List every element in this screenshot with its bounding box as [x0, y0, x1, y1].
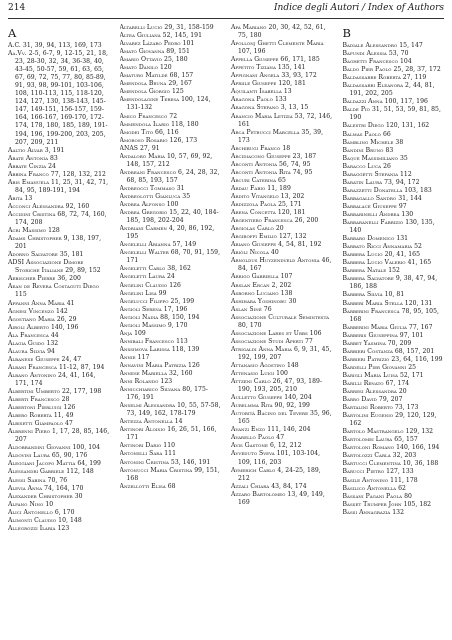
index-entry: Barbera Silvia 10, 81: [342, 291, 405, 299]
index-entry: Anzellotti Elisa 68: [119, 482, 176, 490]
index-entry: Baldassarri Eleanora 2, 44, 81, 191, 202, 205: [342, 82, 435, 98]
index-entry: Barbieri Patrizio 23, 64, 116, 199: [342, 355, 443, 363]
index-entry: Ashihara Yoshinobu 30: [231, 297, 297, 305]
index-entry: Anssimova Larissa 118, 139: [119, 345, 200, 353]
index-entry: Annibali Francesco 113: [119, 337, 188, 345]
index-entry: Arcuri Caterina 65: [231, 176, 286, 184]
index-entry: Amico Francesco 72: [119, 112, 178, 120]
index-entry: Aymerich Carlo 4, 24-25, 189, 212: [231, 466, 321, 482]
header-rule: [8, 18, 444, 19]
index-entry: Barbet Yasmina 70, 209: [342, 339, 412, 347]
index-entry: Basset Trumper John 105, 182: [342, 500, 432, 508]
index-entry: Alagia Guido 132: [8, 339, 59, 347]
index-entry: Autorità Bacino del Tevere 35, 96, 165: [231, 410, 332, 426]
index-entry: Barbalace Giuseppe 97: [342, 202, 407, 210]
index-entry: Anja 109: [119, 329, 146, 337]
index-entry: Aulletto Giuseppe 140, 204: [231, 394, 312, 402]
index-entry: Avveduto Sveva 101, 103-104, 109, 116, 203: [231, 450, 321, 466]
index-entry: Aragona Stefano 3, 13, 15: [231, 104, 309, 112]
index-entry: Amendolagine Teresa 100, 124, 131-132: [119, 96, 211, 112]
index-entry: Aleggiani Jacopo Mattia 64, 199: [8, 460, 101, 468]
index-entry: Alessandri Gabriele 112, 148: [8, 468, 94, 476]
index-entry: Baghetti Francesco 104: [342, 58, 412, 66]
index-entry: Ardizzola Paola 25, 171: [231, 201, 302, 209]
index-entry: Antonucci Maria Cristina 99, 151, 168: [119, 466, 220, 482]
index-column-1: [8, 24, 110, 636]
index-entry: Barro David 79, 207: [342, 396, 403, 404]
index-entry: Antinori Aloisio 16, 26, 51, 166, 171: [119, 426, 217, 442]
index-entry: Bassi Annagrazia 132: [342, 508, 405, 516]
index-entry: Albisetti Giampaolo 47: [8, 420, 73, 428]
index-entry: Apollonj Ghetti Clemente Maria 107, 196: [231, 40, 324, 56]
index-entry: Apriile Giuseppe 120, 181: [231, 80, 306, 88]
index-entry: Attanasio Agostino 148: [231, 361, 299, 369]
index-entry: Arena Concetta 120, 181: [231, 209, 306, 217]
index-entry: Baldo Pier Paolo 25, 28, 37, 172: [342, 66, 441, 74]
index-entry: Andreani Francesco 6, 24, 28, 32, 68, 85, 193, 157: [119, 168, 220, 184]
index-entry: Angioli Nadia 88, 150, 194: [119, 313, 200, 321]
index-entry: Barbagallo Sandro 31, 144: [342, 194, 422, 202]
index-entry: Bafundi Alessia 53, 70: [342, 50, 409, 58]
index-entry: Andrea Gregorio 15, 22, 40, 184-185, 198, 202-204: [119, 209, 219, 225]
index-entry: Barbato Ricci Annamaria 52: [342, 243, 422, 251]
index-entry: Aa.Vv. 2-5, 6-7, 9, 12-15, 21, 18, 23, 28-30, 32, 34, 36-38, 40, 43-45, 50-57, 59, 61, 63, 65, 67, 69, 72, 75, 77, 80, 85-89, 91, 93, 98, 99-101, 103-106, 108, 110-113, 115, 118-120, 124, 127, 130, 138-143, 145-147, 149-151, 156-157, 159-164, 166-167, 169-170, 172-174, 178, 180, 185, 189, 191-194, 196, 199-200, 203, 205, 207, 209, 211: [8, 50, 108, 146]
index-entry: Barbarinelli Andrea 130: [342, 210, 414, 218]
index-entry: Andrea Alfonso 100: [119, 201, 179, 209]
index-entry: Apa Mariano 20, 30, 42, 52, 61, 75, 180: [231, 24, 326, 40]
index-entry: Amato Giovanna 89, 151: [119, 48, 190, 56]
index-entry: Ala Francesca 44: [8, 331, 59, 339]
index-entry: Angeletti Laura 24: [119, 273, 175, 281]
index-entry: Adams Christopher 9, 138, 197, 201: [8, 235, 102, 251]
index-entry: Barbera Lucio 20, 41, 165: [342, 251, 421, 259]
index-entry: Alaura Silvia 94: [8, 347, 55, 355]
index-entry: Aaltio Alvar 3, 191: [8, 146, 65, 154]
index-entry: Acconci Alessandra 92, 160: [8, 202, 90, 210]
index-entry: Aebischer Pierre 36, 200: [8, 275, 81, 283]
index-entry: Annie 117: [119, 353, 150, 361]
index-entry: Albrenni Piero 1, 17, 28, 85, 146, 207: [8, 428, 110, 444]
index-entry: Amendola Bruna 29, 167: [119, 80, 192, 88]
index-entry: Barbera Lucio Valerio 41, 165: [342, 259, 432, 267]
index-entry: Alexander Christopher 30: [8, 492, 83, 500]
index-entry: Angelini Claudio 126: [119, 281, 181, 289]
index-entry: Basilico Antonella 62: [342, 484, 406, 492]
index-entry: Appetito Tiziana 135, 141: [231, 64, 306, 72]
index-entry: Bartoloni Romano 140, 166, 194: [342, 444, 440, 452]
index-entry: Affanni Anna Maria 41: [8, 299, 75, 307]
index-entry: Bandini Bruno 83: [342, 146, 394, 154]
index-entry: Altea Giuliana 52, 145, 191: [119, 32, 203, 40]
index-entry: Albertoni Pierluigi 126: [8, 404, 76, 412]
index-entry: Bambling Michele 38: [342, 138, 404, 146]
index-entry: Aslan Sinè 76: [231, 305, 272, 313]
index-entry: Aragona Paolo 133: [231, 96, 287, 104]
index-entry: Atrigaldi Anna Maria 6, 9, 31, 45, 192, 199, 207: [231, 345, 332, 361]
index-entry: Barazzetti Donatella 103, 183: [342, 186, 432, 194]
index-entry: Angelelli Walter 68, 70, 91, 159, 171: [119, 249, 221, 265]
index-entry: Aldovini Laura 65, 90, 176: [8, 452, 88, 460]
index-entry: Alici Antonello 6, 170: [8, 508, 75, 516]
index-entry: Andreocci Tommaso 31: [119, 184, 185, 192]
index-entry: ADSI Associazione Dimore Storiche Italiane 29, 89, 152: [8, 259, 101, 275]
index-columns: [8, 24, 444, 636]
index-entry: Antezza Antonella 14: [119, 418, 183, 426]
index-entry: Aquilanti Isabella 13: [231, 88, 292, 96]
section-letter: B: [342, 26, 351, 40]
index-entry: Balestri Diego 120, 131, 162: [342, 122, 430, 130]
index-entry: Baraggetti Stefania 112: [342, 170, 412, 178]
index-entry: Barbieri Costanza 68, 157, 201: [342, 347, 435, 355]
index-entry: Aurelmma Rita 90, 92, 199: [231, 402, 310, 410]
index-entry: Accidini Cristina 68, 72, 74, 160, 174, 208: [8, 210, 107, 227]
index-entry: Basile Antonino 111, 178: [342, 476, 418, 484]
index-entry: Antonelli Sara 111: [119, 450, 177, 458]
index-entry: Arconti Antonia Rita 74, 95: [231, 168, 313, 176]
index-entry: Bartolozzi Carla 32, 203: [342, 452, 417, 460]
index-entry: Bartolo Mastrangelo 129, 132: [342, 428, 434, 436]
index-entry: Amoroso Rosario 126, 173: [119, 136, 198, 144]
index-entry: Albero Roberta 11, 49: [8, 412, 74, 420]
index-entry: Barbera Natale 152: [342, 267, 400, 275]
index-entry: Barbera Salvatore 9, 38, 47, 94, 186, 188: [342, 275, 438, 291]
index-entry: Albani Francesca 11-12, 87, 194: [8, 363, 105, 371]
index-entry: Baratin Laura 73, 94, 172: [342, 178, 420, 186]
index-entry: Azzali Chiara 43, 84, 174: [231, 482, 307, 490]
index-entry: Arnoldus Huyzendveld Antonia 46, 84, 167: [231, 257, 332, 273]
index-entry: Alimonti Claudio 10, 148: [8, 516, 82, 524]
index-entry: Abate Antonia 83: [8, 154, 58, 162]
index-entry: Amaturo Matilde 68, 157: [119, 72, 194, 80]
index-entry: Aldobrandini Giovanni 100, 104: [8, 444, 101, 452]
index-entry: Amendola Giorgio 125: [119, 88, 184, 96]
page-header: [8, 3, 444, 17]
index-entry: Alessi Sabina 70, 76: [8, 476, 68, 484]
index-entry: Asborno Luciano 138: [231, 289, 293, 297]
index-entry: Agostiano Maria 26, 29: [8, 315, 77, 323]
index-entry: Appignani Angela 33, 93, 172: [231, 72, 317, 80]
index-entry: Bassani Pagani Paola 80: [342, 492, 412, 500]
index-entry: Barilli Renato 67, 174: [342, 379, 410, 387]
index-entry: Angioli Serena 17, 196: [119, 305, 188, 313]
index-entry: Archibugi Franco 18: [231, 144, 291, 152]
index-entry: Acri Massimo 128: [8, 227, 60, 235]
page-number: 214: [8, 3, 26, 13]
index-entry: Aean de Revera Costaguti Diego 115: [8, 283, 99, 299]
index-entry: Andriani Carmen 4, 20, 86, 192, 195: [119, 225, 215, 241]
index-entry: Balde Pio 31, 51, 53, 59, 81, 85, 190: [342, 106, 441, 122]
index-entry: Baldassarre Roberta 27, 119: [342, 74, 427, 82]
index-entry: Azzaro Bartolomeo 13, 49, 149, 169: [231, 490, 325, 506]
index-entry: Amodei Tito 66, 116: [119, 128, 179, 136]
index-entry: Antonini Cristina 53, 146, 191: [119, 458, 211, 466]
index-entry: Bartolini Eugenio 29, 120, 129, 162: [342, 412, 437, 428]
index-entry: Alevia Anna 74, 164, 170: [8, 484, 84, 492]
index-entry: Arancio Maria Letizia 53, 72, 146, 161: [231, 112, 333, 128]
index-entry: Arca Petrucci Marcella 35, 39, 173: [231, 128, 324, 144]
index-entry: Anselmi Alessandra 10, 55, 57-58, 73, 149, 162, 178-179: [119, 402, 221, 418]
index-entry: Barbaranelli Fabrizio 130, 135, 140: [342, 219, 435, 235]
index-entry: Amario Ottavio 25, 180: [119, 56, 188, 64]
index-entry: Baldazzi Anna 100, 117, 196: [342, 98, 428, 106]
index-entry: Ariòli Nicola 40: [231, 249, 279, 257]
index-entry: Amato Danilo 120: [119, 64, 172, 72]
index-entry: Barresi Alessandra 20: [342, 388, 407, 396]
index-entry: Baque Massimiliano 35: [342, 154, 408, 162]
index-entry: Avanzi Enzo 111, 146, 204: [231, 426, 311, 434]
index-entry: Baracco Luca 26: [342, 162, 391, 170]
index-entry: Badiale Alessandro 15, 147: [342, 42, 423, 49]
index-entry: Avarello Paolo 47: [231, 434, 285, 442]
index-entry: Associazione Lares et Urbs 106: [231, 329, 322, 337]
index-entry: Alberti Francesco 28: [8, 396, 70, 404]
index-entry: Albertini Umberto 22, 177, 198: [8, 388, 102, 396]
index-entry: Airoli Alberto 140, 196: [8, 323, 79, 331]
index-entry: Bartucci Clementina 10, 36, 188: [342, 460, 439, 468]
index-entry: Anni Rolando 123: [119, 378, 173, 386]
index-entry: Attzeni Carlo 26, 47, 93, 189-190, 193, 205, 210: [231, 378, 323, 394]
index-entry: Allegrozzi Ilaria 123: [8, 524, 70, 532]
index-entry: Andaloro Maria 10, 57, 69, 92, 148, 157, 212: [119, 152, 213, 168]
index-entry: Associazione Culturale Semintesta 80, 170: [231, 313, 330, 329]
index-entry: Albanese Giuseppe 24, 47: [8, 355, 82, 363]
index-entry: A.C. 31, 39, 94, 113, 169, 173: [8, 42, 102, 49]
index-entry: Annavini Maria Patrizia 126: [119, 361, 200, 369]
index-entry: Arconti Antonia 56, 74, 95: [231, 160, 311, 168]
index-entry: Abis Emanuela 11, 25, 31, 42, 71, 84, 95, 189-191, 194: [8, 178, 109, 194]
index-entry: Balmas Paolo 66: [342, 130, 391, 138]
index-entry: Argiolas Carlo 20: [231, 225, 284, 233]
index-entry: Abbina Franco 77, 128, 132, 212: [8, 170, 106, 178]
index-entry: ANAS 27, 91: [119, 144, 160, 152]
section-letter: A: [8, 26, 17, 40]
index-column-3: [231, 24, 333, 636]
index-entry: Ammendola Ilario 118, 180: [119, 120, 199, 128]
index-entry: Altarelli Lucio 29, 31, 158-159: [119, 24, 214, 31]
index-entry: Bardelli Pier Giovanni 25: [342, 363, 417, 371]
index-entry: Arcidiacono Giuseppe 23, 187: [231, 152, 317, 160]
index-entry: Bartalini Roberto 73, 173: [342, 404, 419, 412]
index-entry: Agnesi Vincenzo 142: [8, 307, 68, 315]
index-entry: Associazione Studi Aperti 77: [231, 337, 313, 345]
index-entry: Appella Giuseppe 66, 171, 185: [231, 56, 320, 64]
index-entry: Alfano Nino 10: [8, 500, 54, 508]
index-entry: Arslan Ercan 2, 202: [231, 281, 292, 289]
index-entry: Adorno Salvatore 35, 181: [8, 251, 84, 259]
index-entry: Angeletti Carlo 38, 162: [119, 265, 191, 273]
index-entry: Annese Mariella 32, 160: [119, 370, 193, 378]
index-entry: Albano Antonino 24, 41, 164, 171, 174: [8, 371, 96, 387]
index-column-2: [120, 24, 222, 636]
index-entry: Barberi Maria Stella 120, 131: [342, 299, 433, 307]
index-entry: Barucci Pietro 127, 133: [342, 468, 414, 476]
index-entry: Ardito Vitangelo 13, 202: [231, 192, 305, 200]
index-entry: Avis Gastone 6, 12, 212: [231, 442, 302, 450]
index-entry: Antinori Dario 110: [119, 442, 176, 450]
index-entry: Barbaro Domenico 131: [342, 235, 409, 243]
index-entry: Barberini Francesca 78, 95, 105, 168: [342, 307, 440, 323]
index-entry: Angelucci Filippo 25, 199: [119, 297, 195, 305]
index-entry: Argentiero Francesca 26, 200: [231, 217, 319, 225]
index-entry: Barigli Maria Luisa 52, 171: [342, 371, 424, 379]
running-title: Indice degli Autori / Index of Authors: [274, 3, 444, 13]
index-entry: Ariano Giuseppe 4, 54, 81, 192: [231, 241, 322, 249]
index-entry: Bartolomei Laura 65, 157: [342, 436, 418, 444]
index-entry: Annicchiarico Silvana 80, 175-176, 191: [119, 386, 209, 402]
index-entry: Angelelli Arianna 57, 149: [119, 241, 197, 249]
index-entry: Andreolotti Gianluca 35: [119, 192, 191, 200]
index-entry: Attenasio Luigi 100: [231, 370, 288, 378]
index-entry: Barberini Maria Giulia 77, 167: [342, 323, 433, 331]
index-entry: Abbate Cinzia 24: [8, 162, 56, 170]
index-column-4: [343, 24, 445, 636]
index-entry: Arrigo Gabriella 107: [231, 273, 293, 281]
index-entry: Angelini Lisa 99: [119, 289, 167, 297]
index-entry: Abita 13: [8, 194, 33, 202]
index-entry: Barberis Giuseppina 97, 101: [342, 331, 424, 339]
index-entry: Ardau Fabio 11, 189: [231, 184, 291, 192]
index-entry: Angioli Massimo 9, 170: [119, 321, 188, 329]
index-entry: Argiroffi Emilio 127, 132: [231, 233, 307, 241]
index-entry: Alvarez Lázaro Pedro 101: [119, 40, 195, 48]
